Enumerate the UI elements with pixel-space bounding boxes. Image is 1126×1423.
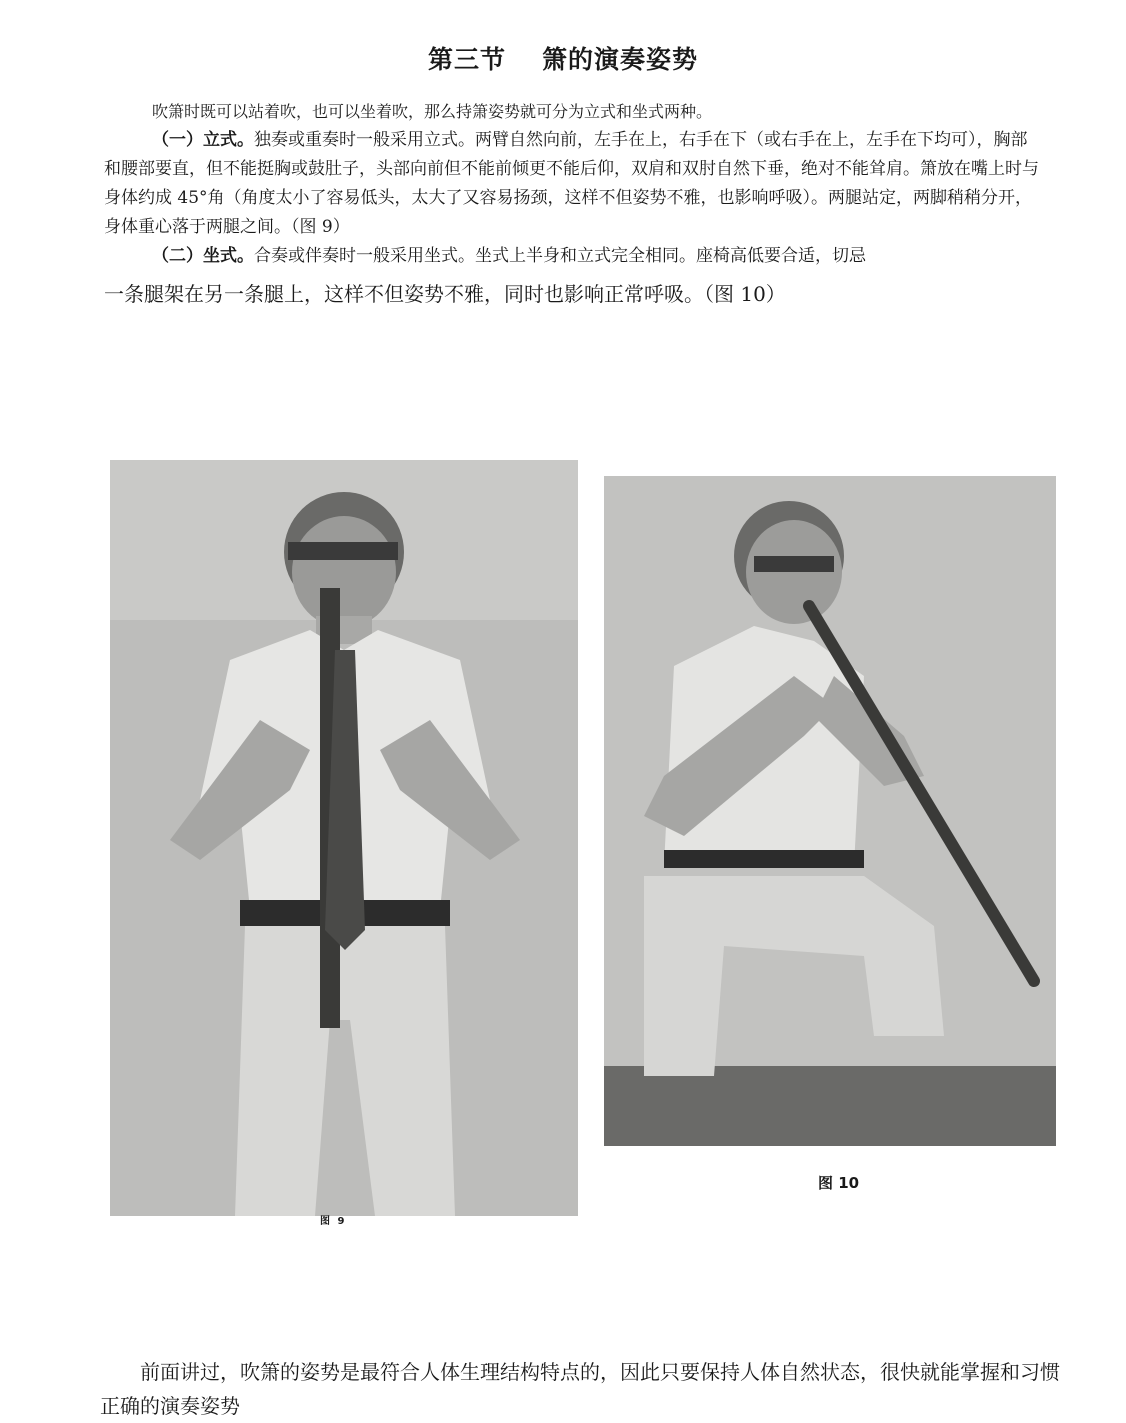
section-heading: 箫的演奏姿势: [542, 45, 699, 74]
sitting-player-illustration: [604, 476, 1056, 1146]
page-title: [0, 40, 1126, 76]
figure-standing-photo: [110, 460, 578, 1216]
figure-10-caption: 图 10: [818, 1174, 860, 1192]
sitting-heading: （二）坐式。: [152, 246, 254, 266]
standing-paragraph: [104, 126, 1044, 242]
standing-player-illustration: [110, 460, 578, 1216]
intro-paragraph: 吹箫时既可以站着吹，也可以坐着吹，那么持箫姿势就可分为立式和坐式两种。: [152, 102, 713, 121]
figure-9-caption: 图 9: [320, 1216, 347, 1227]
sitting-paragraph: [104, 242, 1044, 271]
figure-sitting-photo: [604, 476, 1056, 1146]
standing-body: 独奏或重奏时一般采用立式。两臂自然向前，左手在上，右手在下（或右手在上，左手在下均可），胸部和腰部要直，但不能挺胸或鼓肚子，头部向前但不能前倾更不能后仰，双肩和双肘自然下垂，绝对不能耸肩。箫放在嘴上时与身体约成 45°角（角度太小了容易低头，太大了又容易扬颈，这样不但姿势不雅，也影响呼吸）。两腿站定，两脚稍稍分开，身体重心落于两腿之间。（图 9）: [104, 130, 1039, 237]
bottom-paragraph: 前面讲过，吹箫的姿势是最符合人体生理结构特点的，因此只要保持人体自然状态，很快就能掌握和习惯正确的演奏姿势: [100, 1360, 1060, 1418]
sitting-body: 合奏或伴奏时一般采用坐式。坐式上半身和立式完全相同。座椅高低要合适，切忌: [254, 246, 866, 266]
sitting-paragraph-tail: 一条腿架在另一条腿上，这样不但姿势不雅，同时也影响正常呼吸。（图 10）: [104, 282, 786, 306]
standing-heading: （一）立式。: [152, 130, 254, 150]
section-number: 第三节: [427, 45, 506, 74]
